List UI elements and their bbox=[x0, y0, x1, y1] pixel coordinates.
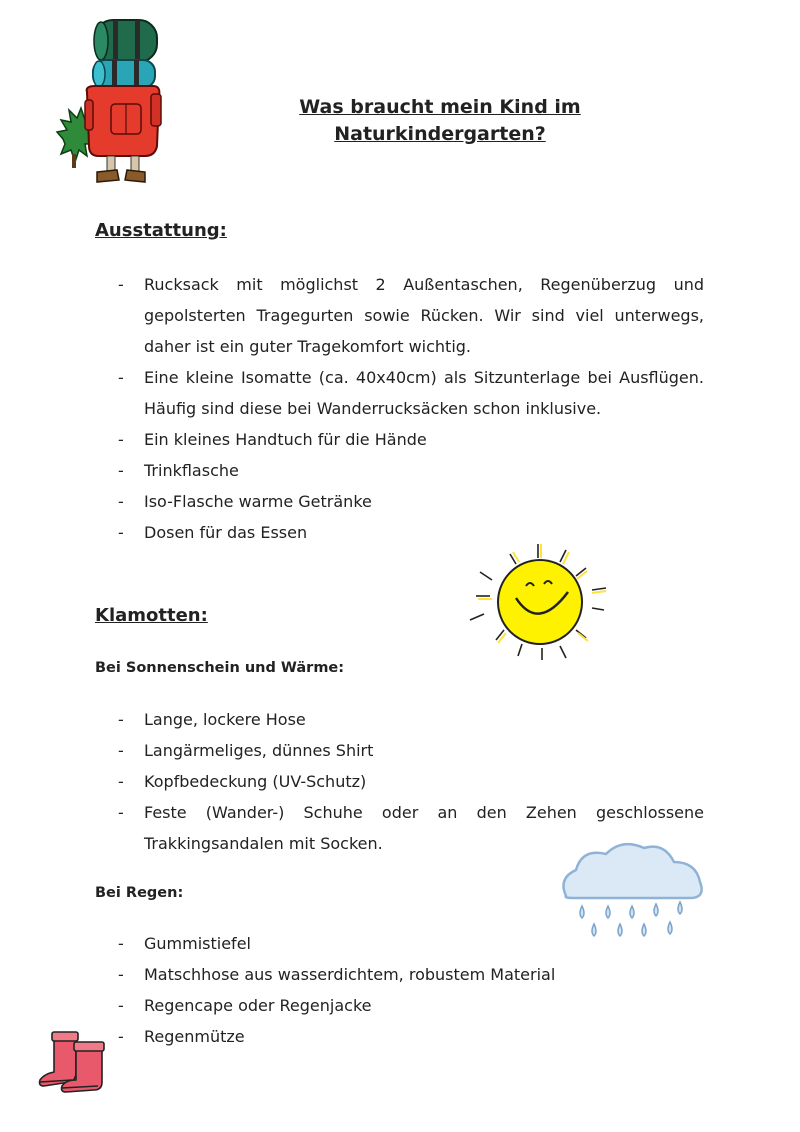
rubber-boots-icon bbox=[36, 1028, 112, 1096]
list-item: - Trinkflasche bbox=[0, 455, 800, 486]
list-item: - Rucksack mit möglichst 2 Außentaschen, Regenüberzug und gepolsterten Tragegurten sowie Rücken. Wir sind viel unterwegs, daher ist ein guter Tragekomfort wichtig. bbox=[0, 269, 800, 362]
sonne-list bbox=[0, 704, 800, 859]
list-item: - Langärmeliges, dünnes Shirt bbox=[0, 735, 800, 766]
list-item: - Feste (Wander-) Schuhe oder an den Zehen geschlossene Trakkingsandalen mit Socken. bbox=[0, 797, 800, 859]
section-heading-klamotten: Klamotten: bbox=[95, 605, 208, 626]
backpack-hiker-icon bbox=[55, 14, 170, 190]
list-item: - Regenmütze bbox=[0, 1021, 800, 1052]
list-item: - Eine kleine Isomatte (ca. 40x40cm) als Sitzunterlage bei Ausflügen. Häufig sind diese bei Wanderrucksäcken schon inklusive. bbox=[0, 362, 800, 424]
subheading-regen: Bei Regen: bbox=[95, 885, 184, 901]
subheading-sonne: Bei Sonnenschein und Wärme: bbox=[95, 660, 345, 676]
regen-list bbox=[0, 928, 800, 1052]
list-item: - Kopfbedeckung (UV-Schutz) bbox=[0, 766, 800, 797]
ausstattung-list bbox=[0, 269, 800, 548]
list-item: - Ein kleines Handtuch für die Hände bbox=[0, 424, 800, 455]
list-item: - Iso-Flasche warme Getränke bbox=[0, 486, 800, 517]
section-heading-ausstattung: Ausstattung: bbox=[95, 220, 227, 241]
smiling-sun-icon bbox=[462, 540, 616, 664]
list-item: - Regencape oder Regenjacke bbox=[0, 990, 800, 1021]
list-item: - Matschhose aus wasserdichtem, robustem Material bbox=[0, 959, 800, 990]
list-item: - Gummistiefel bbox=[0, 928, 800, 959]
list-item: - Lange, lockere Hose bbox=[0, 704, 800, 735]
list-item: - Dosen für das Essen bbox=[0, 517, 800, 548]
page-title: Was braucht mein Kind im Naturkindergarten? bbox=[299, 96, 581, 145]
